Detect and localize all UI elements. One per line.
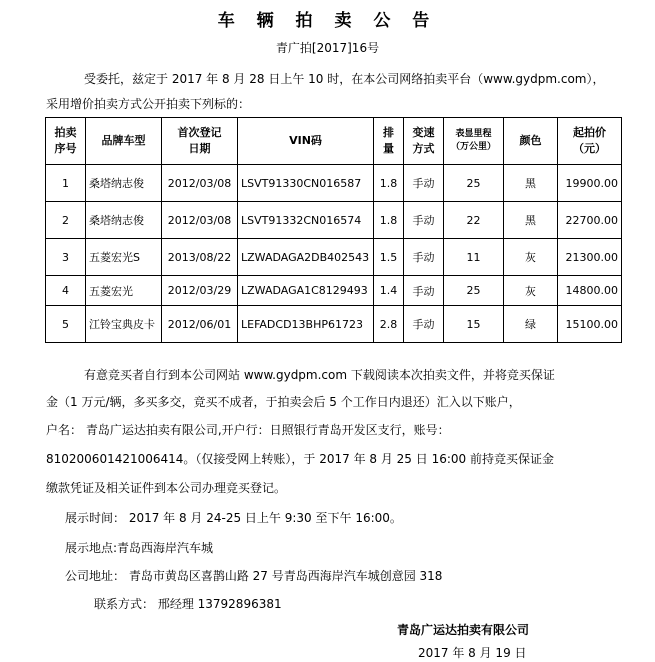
contact-info: 联系方式： 邢经理 13792896381 [94,597,282,611]
body-paragraph-5: 缴款凭证及相关证件到本公司办理竞买登记。 [46,481,287,495]
header-model: 品牌车型 [86,118,162,165]
company-address: 公司地址： 青岛市黄岛区喜鹊山路 27 号青岛西海岸汽车城创意园 318 [65,569,443,583]
cell-displacement: 1.5 [374,239,404,276]
cell-model: 五菱宏光S [86,239,162,276]
cell-color: 灰 [504,239,558,276]
body-paragraph-2: 金（1 万元/辆，多买多交，竞买不成者，于拍卖会后 5 个工作日内退还）汇入以下账户， [46,395,521,409]
cell-lot: 4 [46,276,86,306]
header-start-price: 起拍价 （元） [558,118,622,165]
cell-model: 五菱宏光 [86,276,162,306]
cell-reg-date: 2012/03/08 [162,165,238,202]
cell-reg-date: 2012/03/08 [162,202,238,239]
cell-model: 江铃宝典皮卡 [86,306,162,343]
cell-mileage: 25 [444,276,504,306]
table-header-row [46,118,622,165]
cell-vin: LEFADCD13BHP61723 [238,306,374,343]
cell-mileage: 22 [444,202,504,239]
auction-lots-table [45,117,622,343]
cell-displacement: 2.8 [374,306,404,343]
cell-transmission: 手动 [404,276,444,306]
cell-vin: LSVT91332CN016574 [238,202,374,239]
header-mileage: 表显里程 （万公里） [444,118,504,165]
cell-color: 黑 [504,202,558,239]
cell-color: 黑 [504,165,558,202]
intro-line-1: 受委托，兹定于 2017 年 8 月 28 日上午 10 时，在本公司网络拍卖平台（www.gydpm.com）， [84,72,605,86]
cell-color: 绿 [504,306,558,343]
header-reg-date: 首次登记 日期 [162,118,238,165]
cell-start-price: 21300.00 [558,239,622,276]
cell-vin: LZWADAGA1C8129493 [238,276,374,306]
table-row [46,276,622,306]
cell-vin: LZWADAGA2DB402543 [238,239,374,276]
cell-model: 桑塔纳志俊 [86,202,162,239]
body-paragraph-1: 有意竞买者自行到本公司网站 www.gydpm.com 下载阅读本次拍卖文件，并将竞买保证 [84,368,555,382]
cell-lot: 1 [46,165,86,202]
cell-lot: 5 [46,306,86,343]
header-lot: 拍卖 序号 [46,118,86,165]
cell-lot: 3 [46,239,86,276]
cell-start-price: 14800.00 [558,276,622,306]
cell-start-price: 15100.00 [558,306,622,343]
cell-reg-date: 2012/03/29 [162,276,238,306]
intro-line-2: 采用增价拍卖方式公开拍卖下列标的： [46,97,251,111]
cell-color: 灰 [504,276,558,306]
cell-reg-date: 2012/06/01 [162,306,238,343]
cell-model: 桑塔纳志俊 [86,165,162,202]
cell-start-price: 19900.00 [558,165,622,202]
cell-transmission: 手动 [404,306,444,343]
table-row [46,239,622,276]
cell-transmission: 手动 [404,165,444,202]
exhibit-place: 展示地点:青岛西海岸汽车城 [65,541,214,555]
header-transmission: 变速 方式 [404,118,444,165]
header-vin: VIN码 [238,118,374,165]
table-row [46,202,622,239]
body-paragraph-4: 810200601421006414。（仅接受网上转账），于 2017 年 8 月 25 日 16:00 前持竞买保证金 [46,452,554,466]
table-row [46,306,622,343]
cell-reg-date: 2013/08/22 [162,239,238,276]
cell-start-price: 22700.00 [558,202,622,239]
exhibit-time: 展示时间： 2017 年 8 月 24-25 日上午 9:30 至下午 16:00。 [65,511,402,525]
cell-vin: LSVT91330CN016587 [238,165,374,202]
cell-transmission: 手动 [404,239,444,276]
cell-lot: 2 [46,202,86,239]
cell-mileage: 11 [444,239,504,276]
cell-displacement: 1.8 [374,202,404,239]
cell-transmission: 手动 [404,202,444,239]
body-paragraph-3: 户名： 青岛广运达拍卖有限公司,开户行：日照银行青岛开发区支行，账号： [46,423,450,437]
cell-mileage: 25 [444,165,504,202]
company-signature: 青岛广运达拍卖有限公司 [397,623,530,637]
page-title: 车 辆 拍 卖 公 告 [217,11,438,31]
cell-displacement: 1.8 [374,165,404,202]
header-color: 颜色 [504,118,558,165]
issue-date: 2017 年 8 月 19 日 [418,646,527,660]
cell-displacement: 1.4 [374,276,404,306]
cell-mileage: 15 [444,306,504,343]
document-number: 青广拍[2017]16号 [275,41,380,55]
table-row [46,165,622,202]
header-displacement: 排 量 [374,118,404,165]
